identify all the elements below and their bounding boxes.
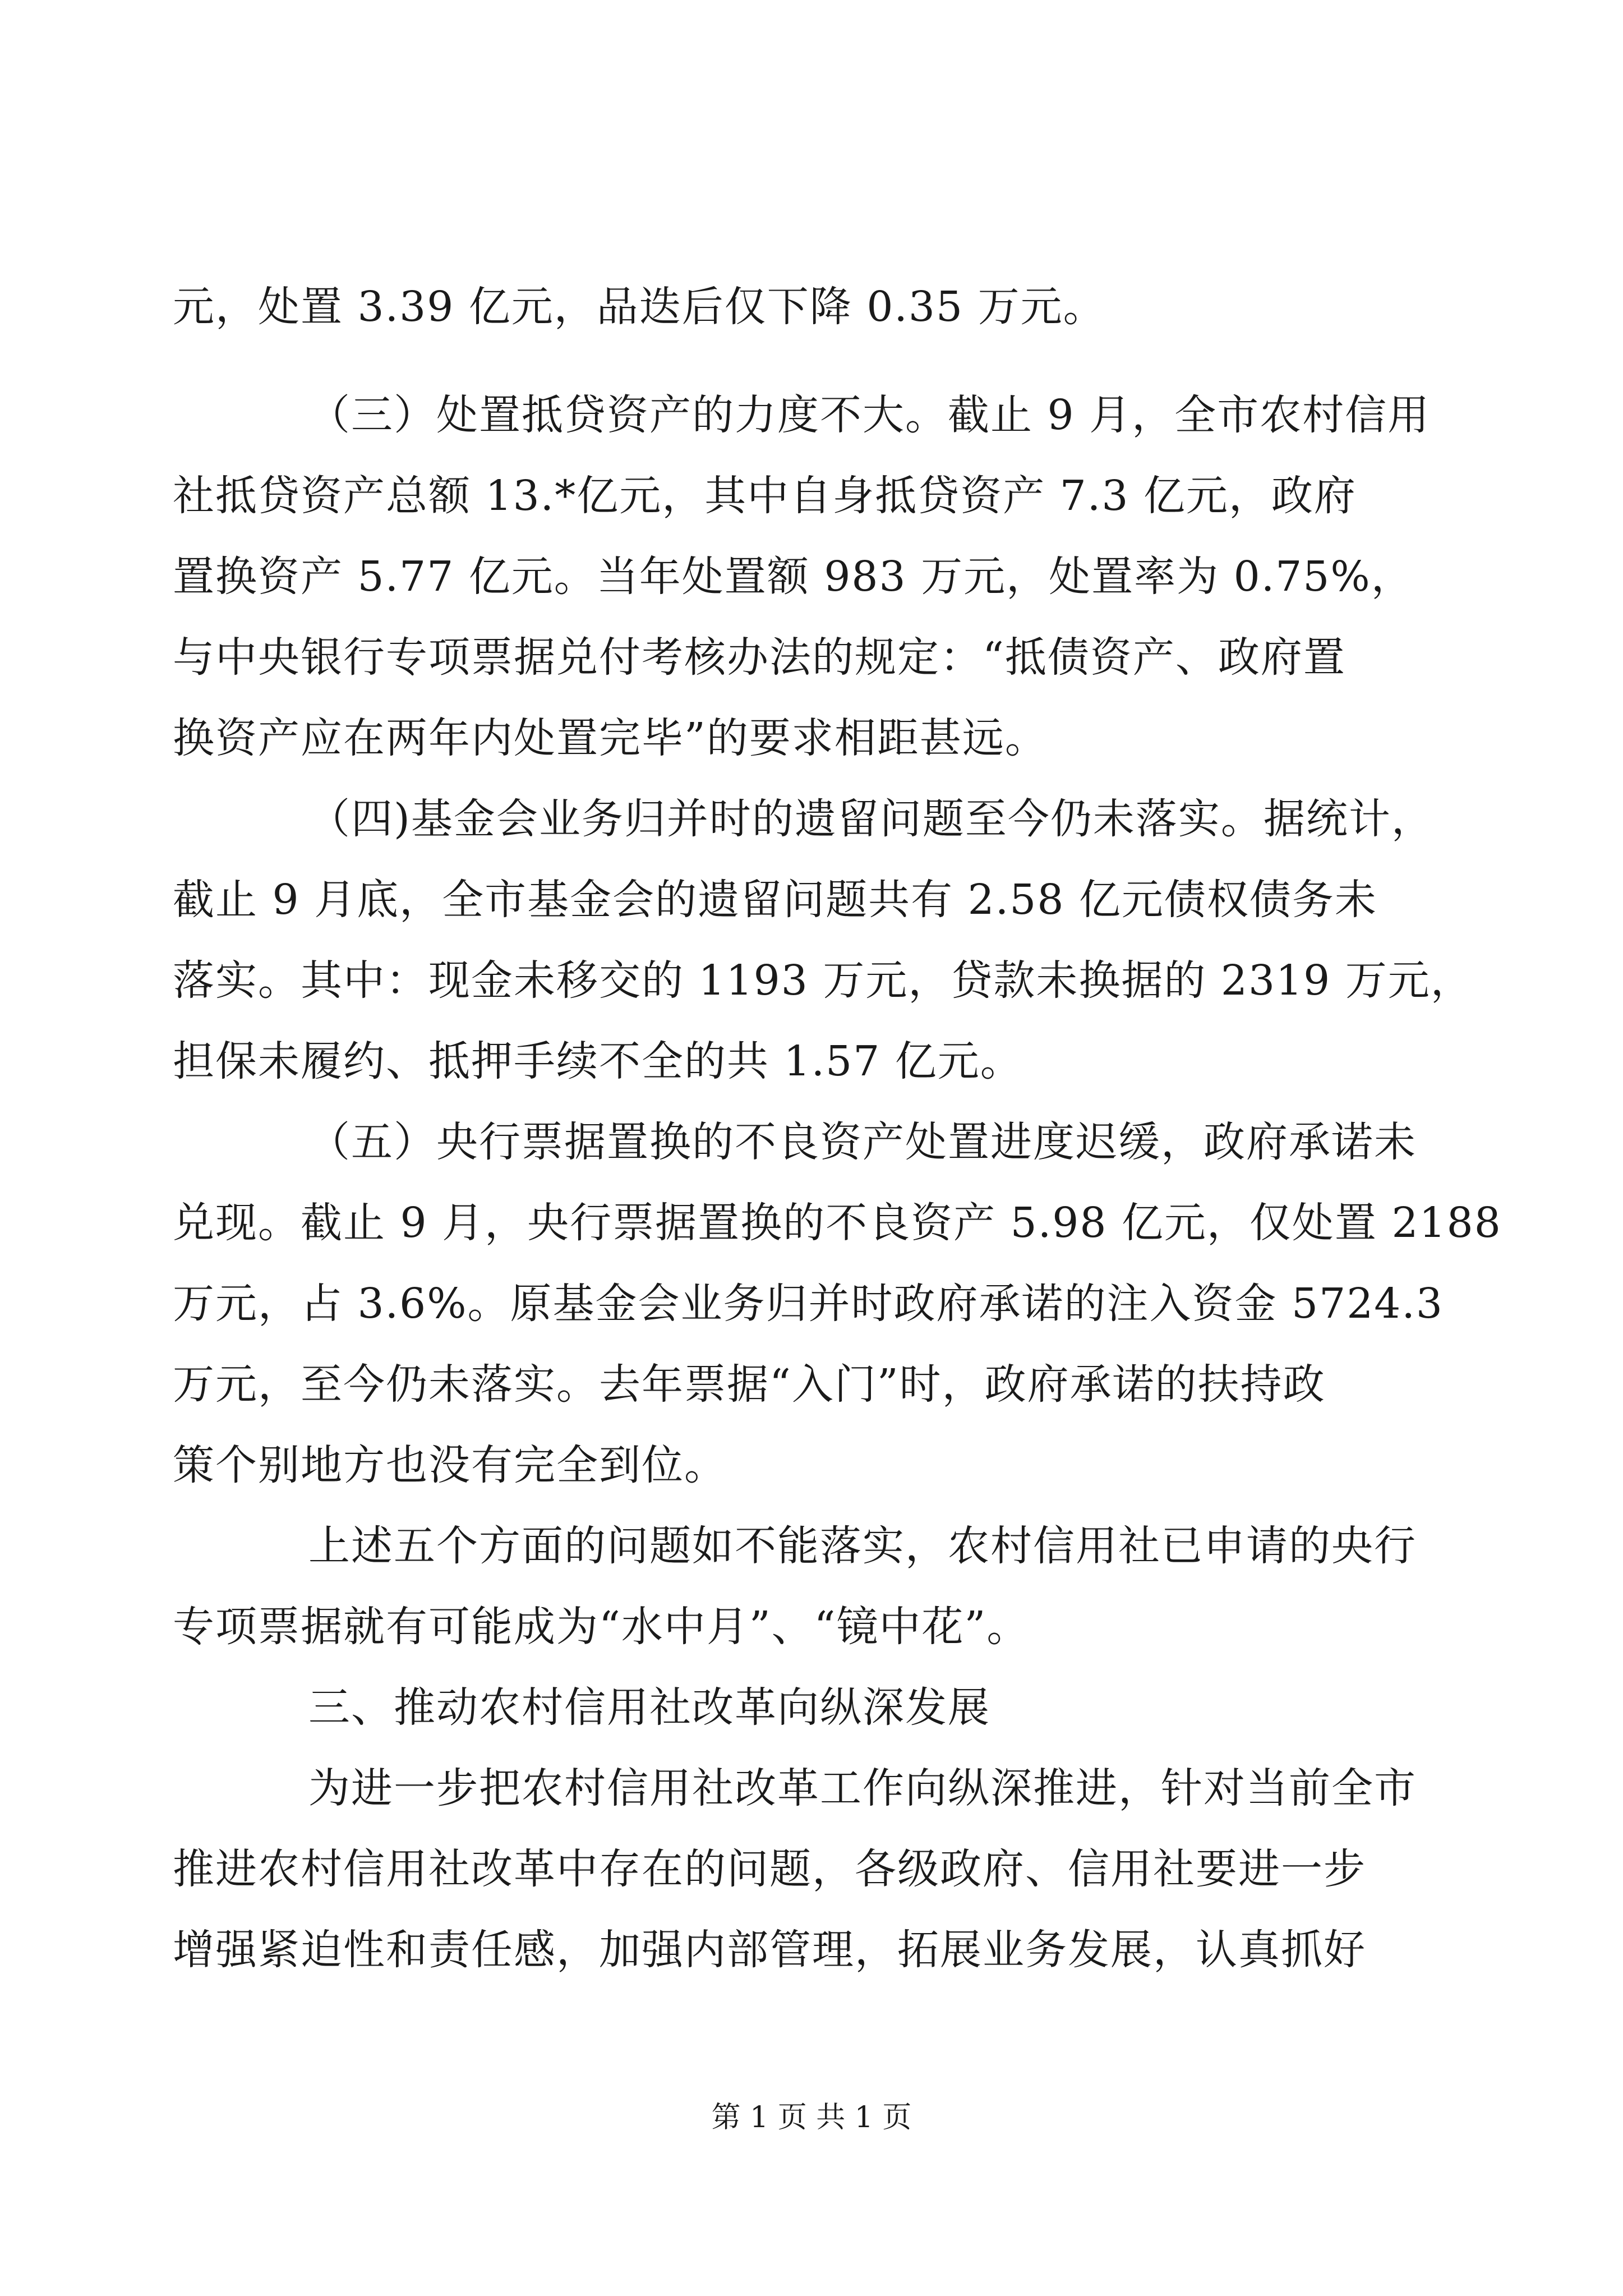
text-line: 增强紧迫性和责任感，加强内部管理，拓展业务发展，认真抓好 bbox=[173, 1926, 1366, 1974]
text-line: 专项票据就有可能成为“水中月”、“镜中花”。 bbox=[173, 1603, 1030, 1651]
text-line: （四)基金会业务归并时的遗留问题至今仍未落实。据统计， bbox=[308, 795, 1434, 843]
text-line: 万元，占 3.6%。原基金会业务归并时政府承诺的注入资金 5724.3 bbox=[173, 1280, 1444, 1328]
text-line: （三）处置抵贷资产的力度不大。截止 9 月，全市农村信用 bbox=[308, 391, 1431, 439]
text-line: 万元，至今仍未落实。去年票据“入门”时，政府承诺的扶持政 bbox=[173, 1360, 1326, 1409]
text-line: 落实。其中：现金未移交的 1193 万元，贷款未换据的 2319 万元， bbox=[173, 956, 1473, 1005]
text-line: 担保未履约、抵押手续不全的共 1.57 亿元。 bbox=[173, 1037, 1023, 1085]
text-line: 截止 9 月底，全市基金会的遗留问题共有 2.58 亿元债权债务未 bbox=[173, 876, 1377, 924]
text-line: 兑现。截止 9 月，央行票据置换的不良资产 5.98 亿元，仅处置 2188 bbox=[173, 1199, 1502, 1247]
text-line: 元，处置 3.39 亿元，品迭后仅下降 0.35 万元。 bbox=[173, 283, 1106, 331]
page-footer: 第 1 页 共 1 页 bbox=[711, 2101, 912, 2134]
text-line: 与中央银行专项票据兑付考核办法的规定：“抵债资产、政府置 bbox=[173, 633, 1346, 682]
section-heading: 三、推动农村信用社改革向纵深发展 bbox=[308, 1683, 990, 1732]
text-line: 社抵贷资产总额 13.*亿元，其中自身抵贷资产 7.3 亿元，政府 bbox=[173, 472, 1357, 520]
text-line: 上述五个方面的问题如不能落实，农村信用社已申请的央行 bbox=[308, 1522, 1417, 1570]
text-line: 换资产应在两年内处置完毕”的要求相距甚远。 bbox=[173, 714, 1048, 762]
text-line: 推进农村信用社改革中存在的问题，各级政府、信用社要进一步 bbox=[173, 1845, 1366, 1893]
text-line: 置换资产 5.77 亿元。当年处置额 983 万元，处置率为 0.75%， bbox=[173, 553, 1414, 601]
text-line: 策个别地方也没有完全到位。 bbox=[173, 1441, 727, 1489]
text-line: 为进一步把农村信用社改革工作向纵深推进，针对当前全市 bbox=[308, 1764, 1417, 1812]
text-line: （五）央行票据置换的不良资产处置进度迟缓，政府承诺未 bbox=[308, 1118, 1417, 1166]
